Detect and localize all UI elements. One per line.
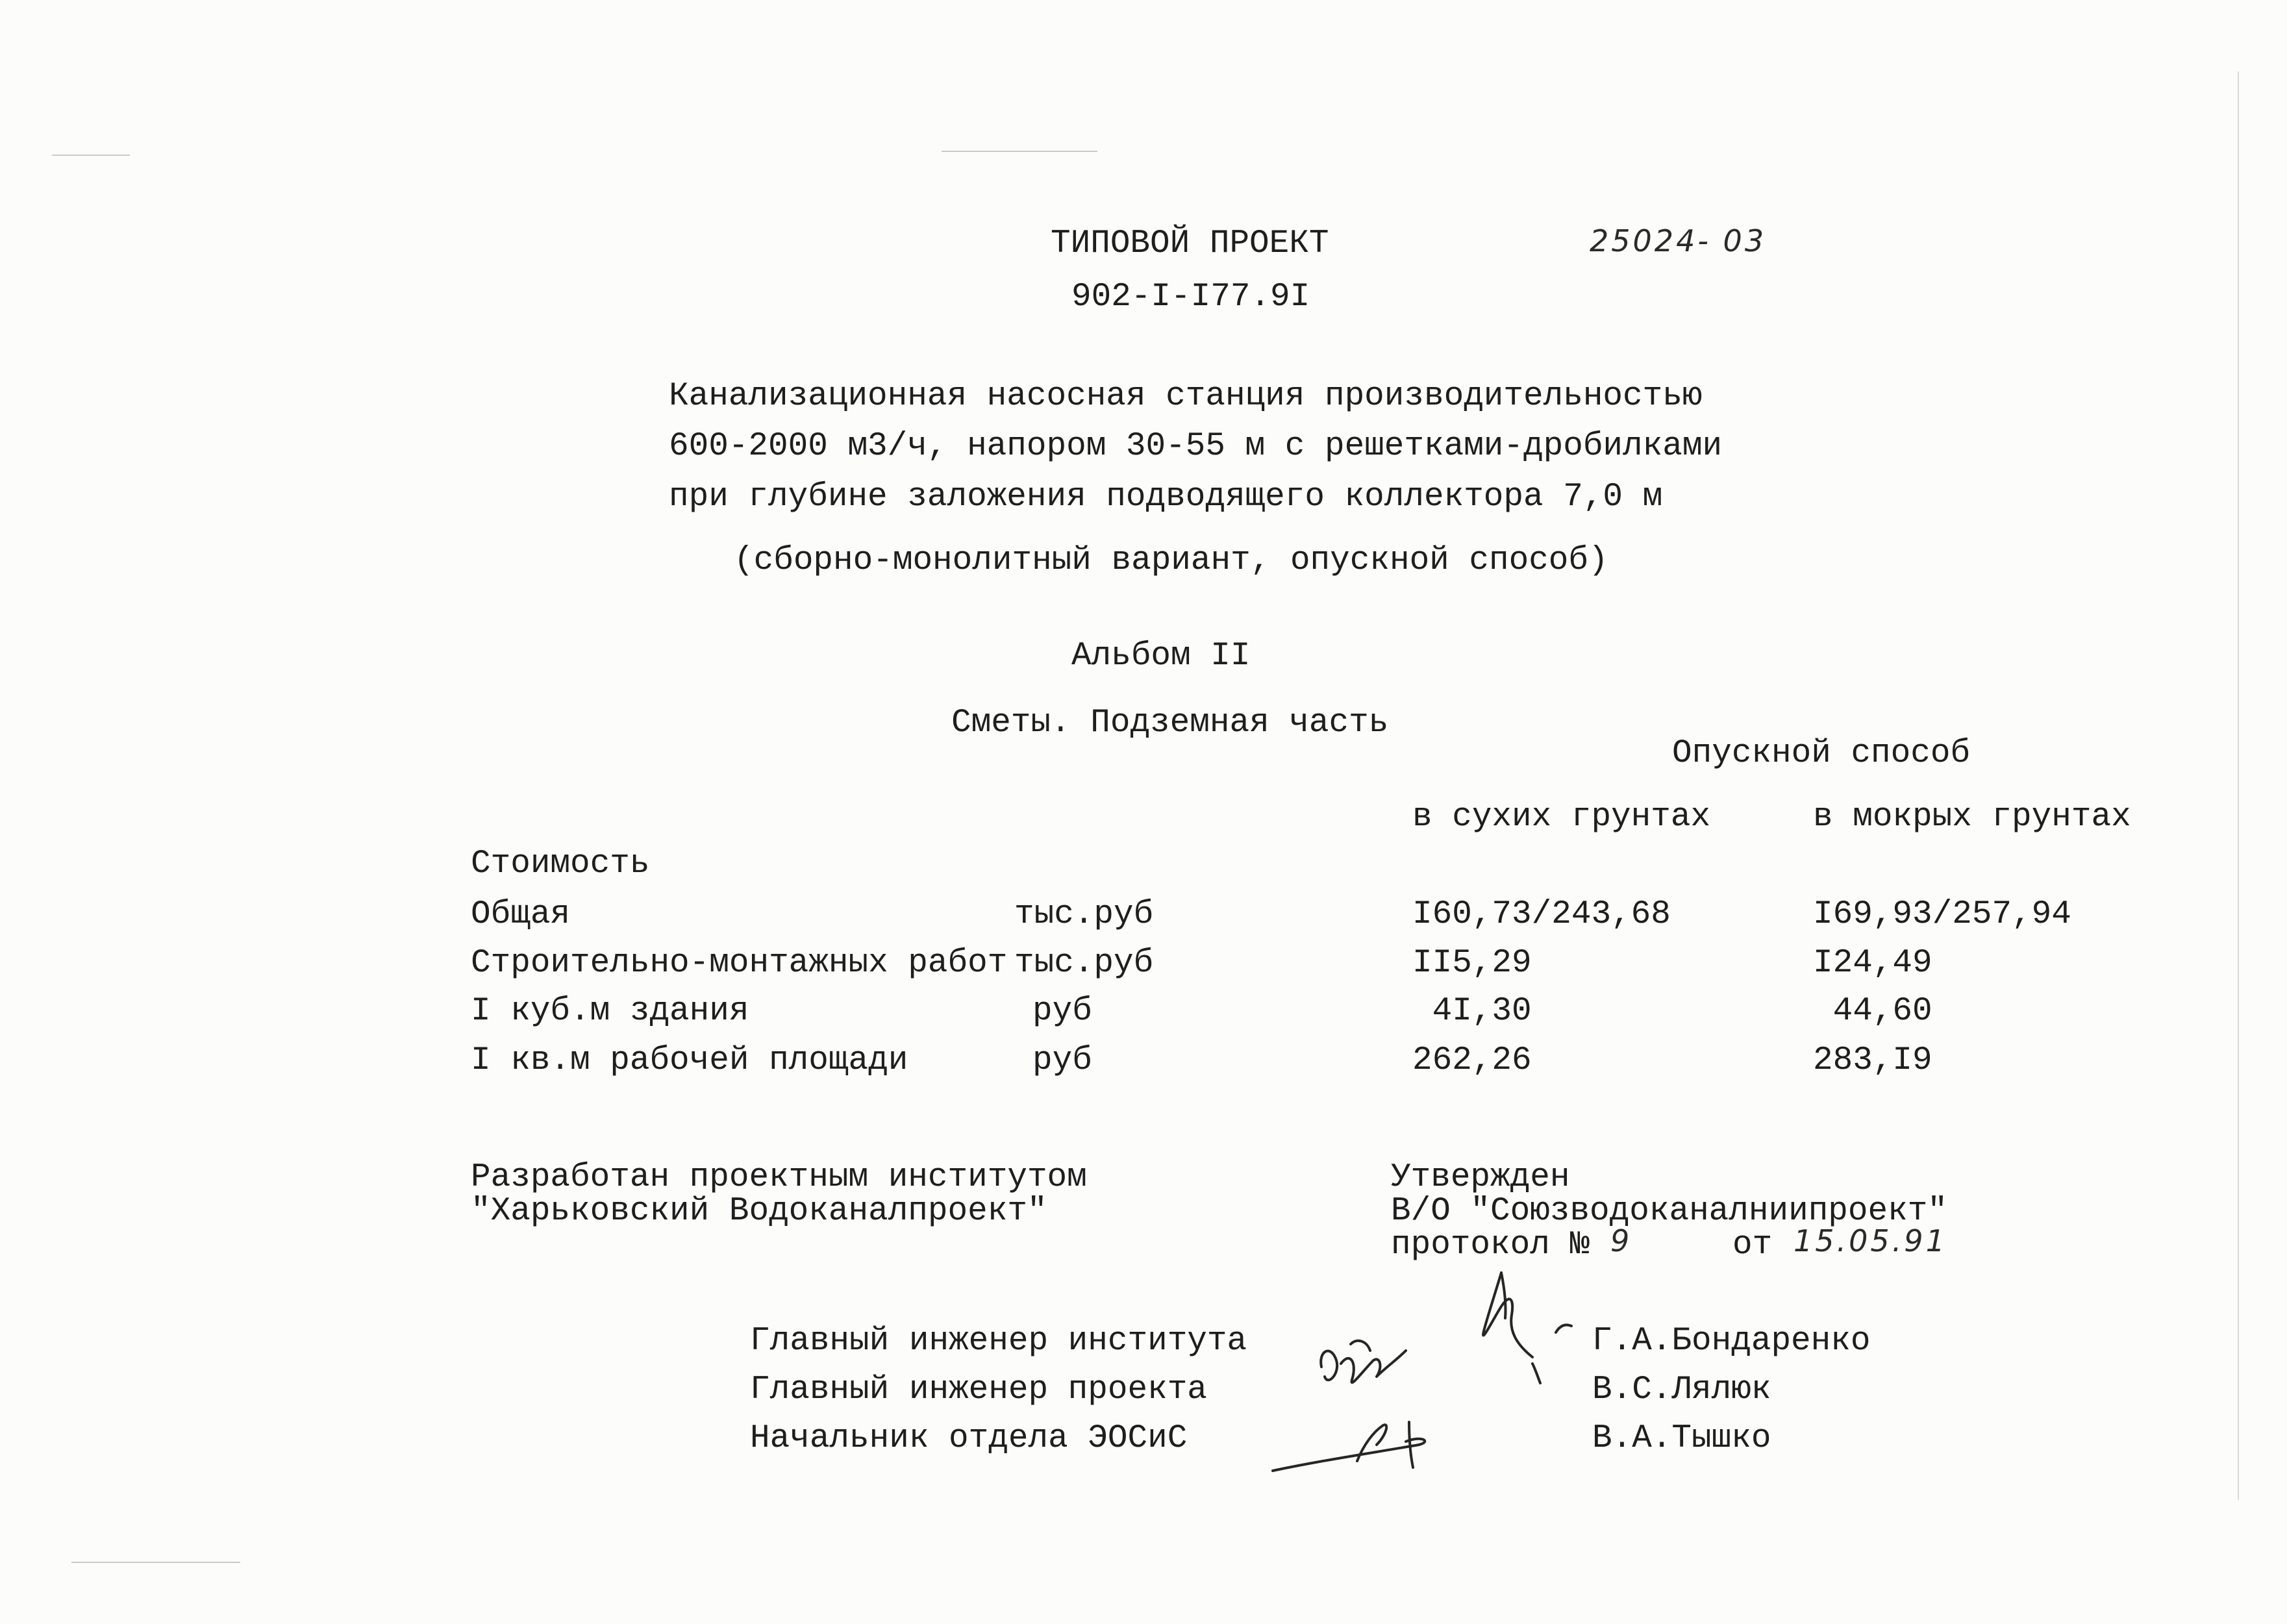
scan-speck — [71, 1562, 240, 1563]
signatory-name: В.А.Тышко — [1592, 1420, 1771, 1457]
protocol-number-handwritten: 9 — [1610, 1223, 1632, 1258]
row-unit: тыс.руб — [1014, 945, 1154, 982]
row-value-wet: I69,93/257,94 — [1813, 896, 2071, 933]
variant-note: (сборно-монолитный вариант, опускной способ) — [734, 542, 1608, 579]
scan-edge-line — [2238, 71, 2239, 1500]
row-value-dry: 4I,30 — [1412, 993, 1532, 1030]
scan-speck — [52, 155, 130, 156]
row-unit: руб — [1032, 1042, 1092, 1079]
approval-line-1: Утвержден — [1391, 1159, 1570, 1196]
description-line-3: при глубине заложения подводящего коллектора 7,0 м — [669, 479, 1663, 516]
row-value-wet: 44,60 — [1813, 993, 1932, 1030]
album-label: Альбом II — [1071, 638, 1251, 675]
date-label: от — [1732, 1227, 1773, 1264]
column-header-wet: в мокрых грунтах — [1813, 799, 2131, 836]
document-title: ТИПОВОЙ ПРОЕКТ — [1051, 225, 1329, 262]
handwritten-signatures — [1260, 1247, 1597, 1493]
developer-line-2: "Харьковский Водоканалпроект" — [471, 1193, 1047, 1230]
approval-line-2: В/О "Союзводоканалниипроект" — [1391, 1193, 1947, 1230]
inventory-number-handwritten: 25024- 03 — [1590, 223, 1767, 258]
row-label: Строительно-монтажных работ — [471, 945, 1008, 982]
signatory-position: Главный инженер проекта — [750, 1371, 1207, 1408]
protocol-label: протокол № — [1391, 1227, 1590, 1264]
section-title: Сметы. Подземная часть — [951, 705, 1389, 742]
approval-date-handwritten: 15.05.91 — [1793, 1223, 1947, 1258]
developer-line-1: Разработан проектным институтом — [471, 1159, 1087, 1196]
row-value-wet: I24,49 — [1813, 945, 1932, 982]
method-heading: Опускной способ — [1672, 735, 1971, 772]
signatory-position: Главный инженер института — [750, 1323, 1247, 1360]
row-unit: тыс.руб — [1014, 896, 1154, 933]
row-value-wet: 283,I9 — [1813, 1042, 1932, 1079]
row-unit: руб — [1032, 993, 1092, 1030]
signatory-position: Начальник отдела ЭОСиС — [750, 1420, 1188, 1457]
scan-speck — [942, 151, 1097, 152]
description-line-1: Канализационная насосная станция производительностью — [669, 378, 1703, 415]
project-number: 902-I-I77.9I — [1071, 279, 1310, 316]
signatory-name: Г.А.Бондаренко — [1592, 1323, 1871, 1360]
row-label: I куб.м здания — [471, 993, 749, 1030]
row-value-dry: I60,73/243,68 — [1412, 896, 1671, 933]
row-value-dry: 262,26 — [1412, 1042, 1532, 1079]
description-line-2: 600-2000 м3/ч, напором 30-55 м с решетками-дробилками — [669, 428, 1723, 465]
column-header-dry: в сухих грунтах — [1412, 799, 1711, 836]
row-label: Общая — [471, 896, 571, 933]
signatory-name: В.С.Лялюк — [1592, 1371, 1771, 1408]
row-value-dry: II5,29 — [1412, 945, 1532, 982]
row-label: I кв.м рабочей площади — [471, 1042, 908, 1079]
cost-group-label: Стоимость — [471, 845, 650, 882]
